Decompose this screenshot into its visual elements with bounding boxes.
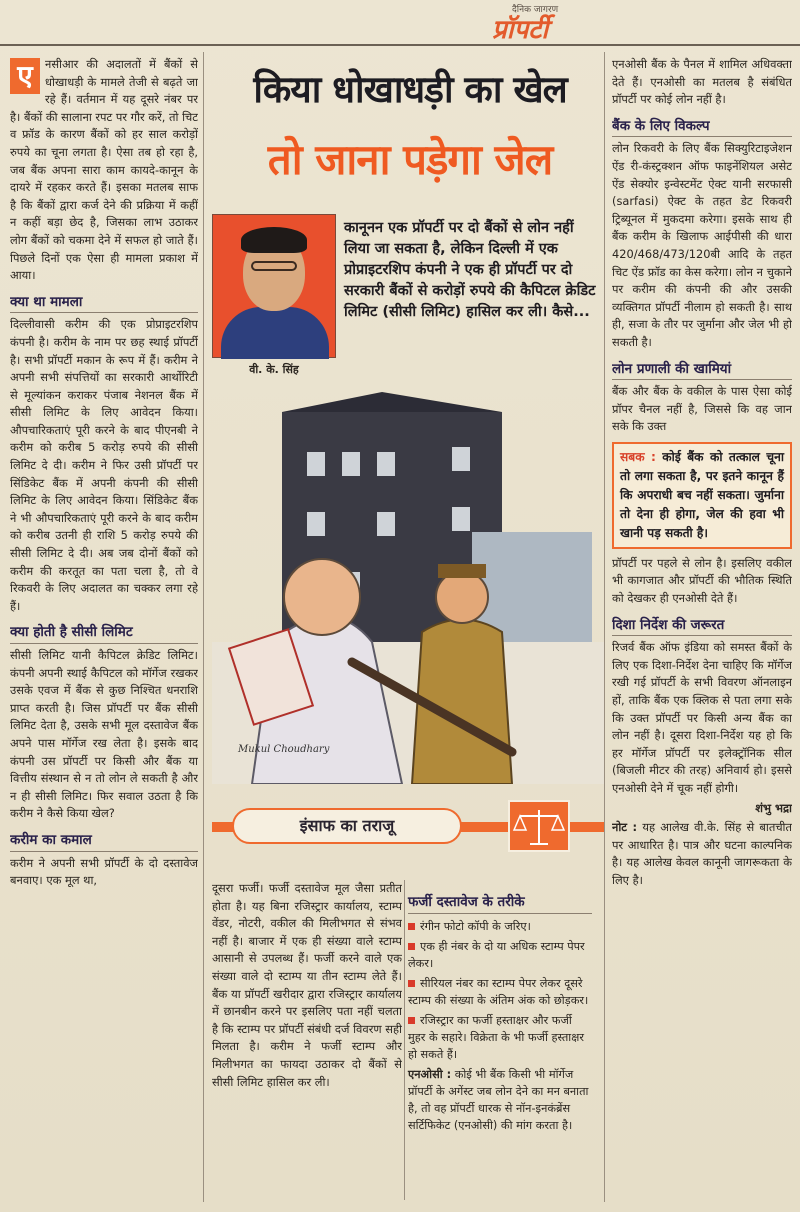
banner-title: इंसाफ का तराजू [232,808,462,844]
list-item: एक ही नंबर के दो या अधिक स्टाम्प पेपर लेकर। [408,940,585,970]
noc-note: एनओसी : कोई भी बैंक किसी भी मॉर्गेज प्रॉपर्टी के अगेंस्ट जब लोन देने का मन बनाता है, तो वह प्रॉपर्टी धारक से नॉन-इनकंब्रेंस सर्टिफिकेट (एनओसी) की मांग करता है। [408,1068,589,1132]
bullet-icon [408,980,415,987]
column-middle [212,880,402,1200]
list-item: रंगीन फोटो कॉपी के जरिए। [408,918,592,935]
section-banner [212,800,604,852]
top-bar [0,0,800,46]
paragraph: बैंक और बैंक के वकील के पास ऐसा कोई प्रॉपर चैनल नहीं है, जिससे कि वह जान सके कि उक्त [612,384,792,434]
lesson-text: कोई बैंक को तत्काल चूना तो लगा सकता है, पर इतने कानून हैं कि अपराधी बच नहीं सकता। जुर्माना तो देना ही होगा, जेल की हवा भी खानी पड़ सकती है। [620,449,784,540]
column-right [612,56,792,1206]
bullet-icon [408,1017,415,1024]
masthead-section-title: प्रॉपर्टी [492,15,549,45]
subhead-loan-flaws: लोन प्रणाली की खामियां [612,356,792,381]
paragraph: दूसरा फर्जी। फर्जी दस्तावेज मूल जैसा प्रतीत होता है। यह बिना रजिस्ट्रार कार्यालय, स्टाम्प वेंडर, नोटरी, वकील की मिलीभगत से संभव नहीं है। बाजार में एक ही संख्या वाले स्टाम्प आसानी से उपलब्ध हैं। फर्जी करने वाले एक संख्या वाले दो स्टाम्प या तीन स्टाम्प लेते हैं। बैंक या प्रॉपर्टी खरीदार द्वारा रजिस्ट्रार कार्यालय में छानबीन करने पर इसलिए पता नहीं चलता है कि स्टाम्प पर प्रॉपर्टी संबंधी दर्ज विवरण सही मिलता है। करीम ने फर्जी स्टाम्प और मिलीभगत का फायदा उठाकर दो बैंकों से सीसी लिमिट हासिल कर ली। [212,881,402,1089]
lesson-box [612,442,792,549]
lead-paragraph [10,56,198,285]
portrait-glasses [251,261,297,271]
bullet-icon [408,943,415,950]
paragraph: एनओसी बैंक के पैनल में शामिल अधिवक्ता देते हैं। एनओसी का मतलब है संबंधित प्रॉपर्टी पर कोई लोन नहीं है। [612,57,792,107]
artist-signature: Mukul Choudhary [238,744,330,755]
column-rule [604,52,605,1202]
portrait-photo [212,214,336,358]
subhead-bank-options: बैंक के लिए विकल्प [612,113,792,138]
note-label: नोट : [612,820,638,835]
subhead-what-was-case: क्या था मामला [10,289,198,314]
paragraph: रिजर्व बैंक ऑफ इंडिया को समस्त बैंकों के लिए एक दिशा-निर्देश देना चाहिए कि मॉर्गेज रखी गई प्रॉपर्टी के सभी विवरण ऑनलाइन हों, ताकि बैंक एक क्लिक से पता लगा सके कि उक्त प्रॉपर्टी पर किसी अन्य बैंक का लोन नहीं है। दूसरा दिशा-निर्देश यह हो कि हर मॉर्गेज प्रॉपर्टी पर इलेक्ट्रॉनिक सील (बिजली मीटर की तरह) अनिवार्य हो। इससे एनओसी देने में चूक नहीं होगी। [612,640,792,795]
footnote: नोट : यह आलेख वी.के. सिंह से बातचीत पर आधारित है। पात्र और घटना काल्पनिक है। यह आलेख केवल कानूनी जागरूकता के लिए है। [612,820,792,887]
bullet-icon [408,923,415,930]
subhead-karim: करीम का कमाल [10,827,198,852]
noc-label: एनओसी : [408,1068,452,1081]
paragraph: प्रॉपर्टी पर पहले से लोन है। इसलिए वकील भी कागजात और प्रॉपर्टी की भौतिक स्थिति को देखकर ही एनओसी देते हैं। [612,555,792,606]
masthead-newspaper: दैनिक जागरण [512,5,559,15]
paragraph: दिल्लीवासी करीम की एक प्रोप्राइटरशिप कंपनी है। करीम के नाम पर छह स्थाई प्रॉपर्टी है। सभी प्रॉपर्टी मकान के रूप में हैं। करीम ने अपनी सभी संपत्तियों का सरकारी आर्थोरिटी से मूल्यांकन कराकर पंजाब नेशनल बैंक में सीसी लिमिट के लिए आवेदन किया। औपचारिकताएं पूरी करने के बाद पीएनबी ने करीम को करीब 5 करोड़ रुपये की सीसी लिमिट दे दी। करीम ने फिर उसी प्रॉपर्टी पर सिंडिकेट बैंक में अपनी कंपनी की सीसी लिमिट के लिए आवेदन किया। सिंडिकेट बैंक ने भी औपचारिकताएं पूरी करने के बाद करीम को करीब उतनी ही राशि 5 करोड़ रुपये की सीसी लिमिट दे दी। अब जब दोनों बैंकों को करीम की करतूत का पता चला है, तो वे रिकवरी के लिए अदालत का चक्कर लगा रहे हैं। [10,317,198,613]
fake-document-methods [408,894,592,1137]
column-rule [203,52,204,1202]
portrait-hair [241,227,307,253]
headline-line-1: किया धोखाधड़ी का खेल [253,68,567,111]
intro-text: कानूनन एक प्रॉपर्टी पर दो बैंकों से लोन नहीं लिया जा सकता है, लेकिन दिल्ली में एक प्रोप्राइटरशिप कंपनी ने एक ही प्रॉपर्टी पर दो सरकारी बैंकों से करोड़ों रुपये की कैपिटल क्रेडिट लिमिट (सीसी लिमिट) हासिल कर ली। कैसे... [344,220,596,320]
paragraph: लोन रिकवरी के लिए बैंक सिक्युरिटाइजेशन ऐंड री-कंस्ट्रक्शन ऑफ फाइनेंशियल असेट ऐंड सेक्योर इन्वेस्टमेंट ऐक्ट यानी सरफासी (sarfasi) ऐक्ट के तहत डेट रिकवरी ट्रिब्यूनल में मुकदमा करेगा। इसके साथ ही बैंक करीम के खिलाफ आईपीसी की धारा 420/468/473/120बी आदि के तहत चिट ऐंड फ्रॉड का केस करेगा। लोन न चुकाने पर करीम की कंपनी की और उसकी व्यक्तिगत प्रॉपर्टी नीलाम हो सकती है। साथ ही, सजा के तौर पर जुर्माना और जेल भी हो सकती है। [612,141,792,349]
photo-caption: वी. के. सिंह [249,363,299,376]
tips-title: फर्जी दस्तावेज के तरीके [408,894,592,914]
bald-head [284,559,360,635]
byline: शंभु भद्रा [755,800,792,815]
lead-text: नसीआर की अदालतों में बैंकों से धोखाधड़ी के मामले तेजी से बढ़ते जा रहे हैं। वर्तमान में यह दूसरे नंबर पर है। बैंकों की सालाना रपट पर गौर करें, तो चिट व फ्रॉड के कारण बैंकों को हर साल करोड़ों रुपये का चूना लगता है। ऐसा तब हो रहा है, जब बैंक अपना सारा काम कायदे-कानून के दायरे में रहकर करते हैं। इसका मतलब साफ है कि बैंकों द्वारा कर्ज देने की प्रक्रिया में कहीं न कहीं बड़ा छेद है, जिसका लाभ उठाकर लोग बैंकों को चकमा देने में सफल हो जाते हैं। पिछले दिनों एक ऐसा ही मामला प्रकाश में आया। [10,57,198,283]
paragraph: करीम ने अपनी सभी प्रॉपर्टी के दो दस्तावेज बनवाए। एक मूल था, [10,855,198,888]
paragraph: सीसी लिमिट यानी कैपिटल क्रेडिट लिमिट। कंपनी अपनी स्थाई कैपिटल को मॉर्गेज रखकर उसके एवज में बैंक से कुछ निश्चित धनराशि प्राप्त करती है। जिस प्रॉपर्टी पर बैंक सीसी लिमिट देता है, उसके सभी मूल दस्तावेज बैंक अपने पास मॉर्गेज रख लेता है। इसके बाद कंपनी उस प्रॉपर्टी पर किसी और बैंक या वित्तीय संस्थान से न तो लोन ले सकती है और न ही सीसी लिमिट। फिर सवाल उठता है कि करीम ने कैसे किया खेल? [10,648,198,821]
subhead-cc-limit: क्या होती है सीसी लिमिट [10,619,198,644]
list-item: सीरियल नंबर का स्टाम्प पेपर लेकर दूसरे स्टाम्प की संख्या के अंतिम अंक को छोड़कर। [408,977,589,1007]
headline-line-2: तो जाना पड़ेगा जेल [267,135,553,184]
drop-cap: ए [10,58,40,94]
list-item: रजिस्ट्रार का फर्जी हस्ताक्षर और फर्जी मुहर के सहारे। विक्रेता के भी फर्जी हस्ताक्षर हो सकते हैं। [408,1014,584,1061]
cartoon-illustration [212,392,604,784]
column-left [10,56,198,1206]
column-rule [404,880,405,1200]
portrait-shirt [221,307,329,359]
scales-icon [508,800,570,852]
subhead-guidelines: दिशा निर्देश की जरूरत [612,612,792,637]
lesson-label: सबक : [620,449,656,464]
